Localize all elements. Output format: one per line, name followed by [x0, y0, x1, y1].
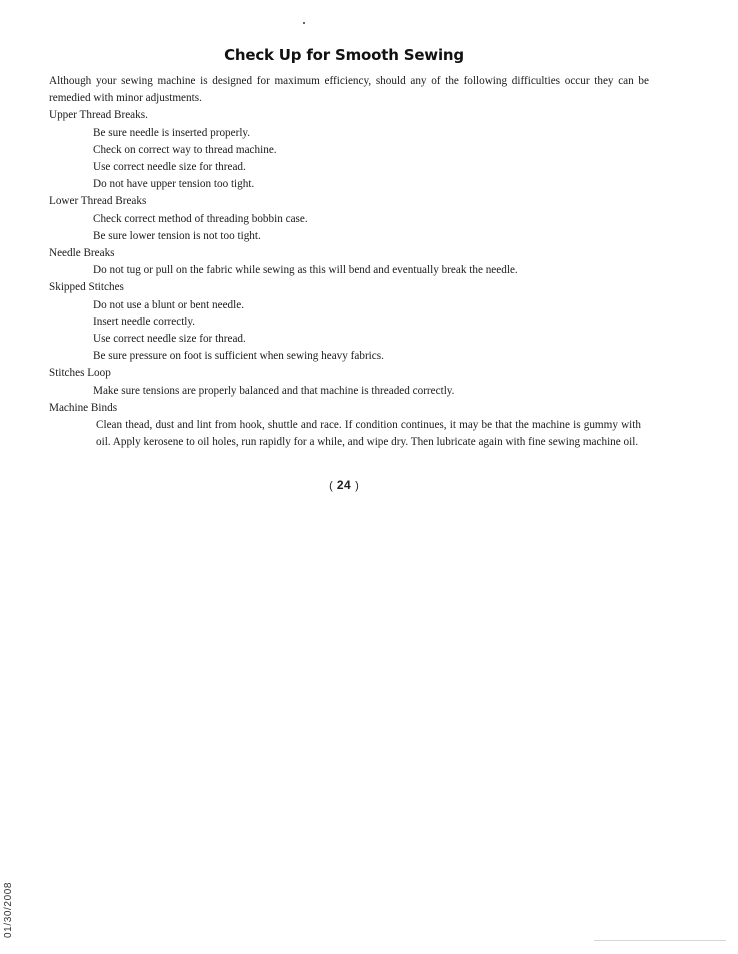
section-heading: Needle Breaks — [49, 247, 115, 260]
section-skipped-stitches — [49, 279, 649, 365]
section-needle-breaks — [49, 245, 649, 279]
section-machine-binds — [49, 400, 649, 452]
section-heading: Stitches Loop — [49, 367, 111, 380]
list-item: Do not have upper tension too tight. — [93, 178, 255, 191]
page-number-open-paren: ( — [329, 480, 333, 492]
section-stitches-loop — [49, 365, 649, 399]
list-item: Be sure lower tension is not too tight. — [93, 229, 261, 242]
page-number — [0, 478, 688, 492]
list-item: Use correct needle size for thread. — [93, 333, 246, 346]
footer-divider — [594, 940, 726, 941]
scan-date-stamp: 01/30/2008 — [3, 881, 14, 938]
list-item: Check correct method of threading bobbin case. — [93, 212, 308, 225]
list-item: Be sure needle is inserted properly. — [93, 126, 251, 139]
list-item: Be sure pressure on foot is sufficient when sewing heavy fabrics. — [93, 350, 384, 363]
page-number-close-paren: ) — [355, 480, 359, 492]
section-heading: Skipped Stitches — [49, 281, 124, 294]
page-number-value: 24 — [336, 478, 352, 492]
list-item: Check on correct way to thread machine. — [93, 143, 277, 156]
list-item: Use correct needle size for thread. — [93, 161, 246, 174]
section-lower-thread — [49, 193, 649, 245]
troubleshooting-content — [49, 73, 649, 451]
section-heading: Machine Binds — [49, 401, 118, 414]
intro-paragraph: Although your sewing machine is designed for maximum efficiency, should any of the following difficulties occur they can be remedied with minor adjustments. — [49, 75, 649, 105]
list-item: Make sure tensions are properly balanced and that machine is threaded correctly. — [93, 384, 455, 397]
scan-mark — [303, 22, 305, 24]
section-heading: Upper Thread Breaks. — [49, 109, 148, 122]
list-item: Clean thead, dust and lint from hook, shuttle and race. If condition continues, it may be that the machine is gummy with oil. Apply kerosene to oil holes, run rapidly for a while, and wipe dry. Then lubricate again with fine sewing machine oil. — [96, 419, 641, 449]
list-item: Insert needle correctly. — [93, 315, 196, 328]
section-upper-thread — [49, 107, 649, 193]
page-title: Check Up for Smooth Sewing — [224, 46, 464, 65]
list-item: Do not use a blunt or bent needle. — [93, 298, 244, 311]
section-heading: Lower Thread Breaks — [49, 195, 147, 208]
list-item: Do not tug or pull on the fabric while sewing as this will bend and eventually break the needle. — [93, 264, 518, 277]
